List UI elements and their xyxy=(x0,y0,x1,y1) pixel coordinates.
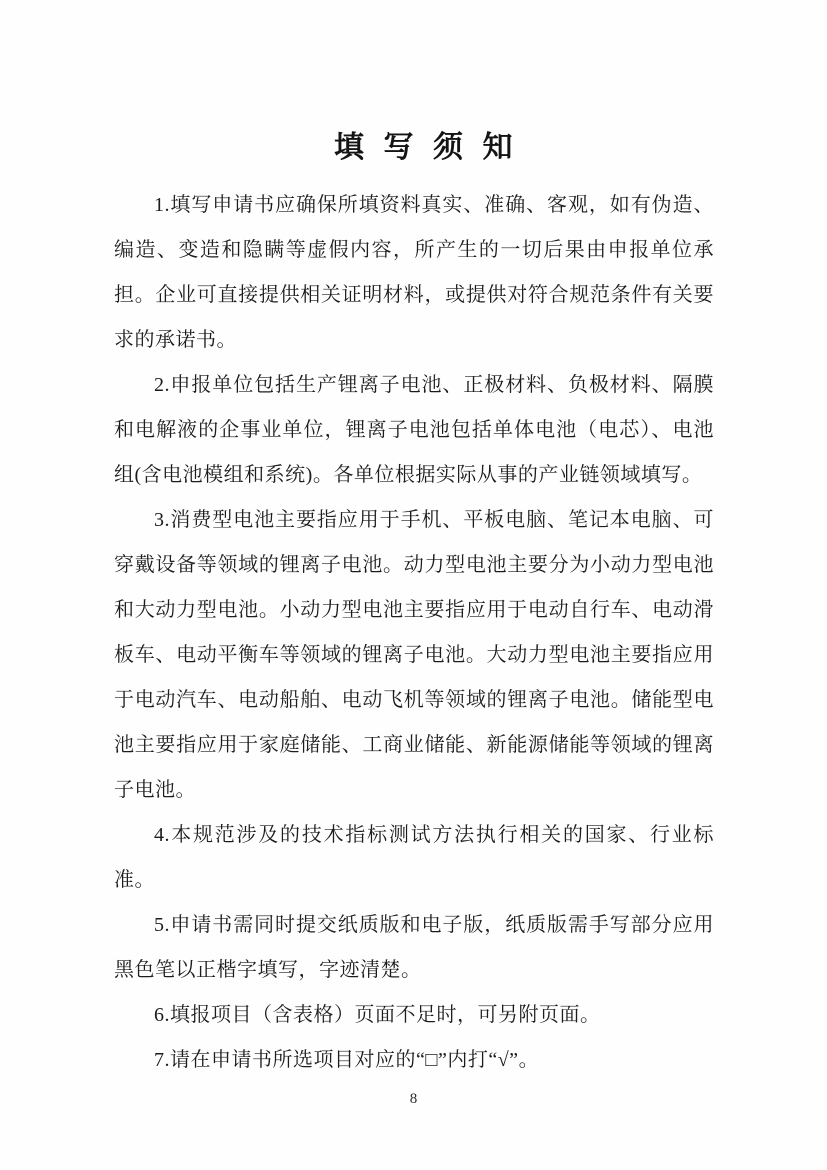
instruction-paragraph-7: 7.请在申请书所选项目对应的“□”内打“√”。 xyxy=(154,1049,540,1071)
page-title: 填写须知 xyxy=(334,131,532,164)
instruction-paragraph-6: 6.填报项目（含表格）页面不足时，可另附页面。 xyxy=(154,1004,601,1026)
instruction-paragraph-3: 3.消费型电池主要指应用于手机、平板电脑、笔记本电脑、可穿戴设备等领域的锂离子电池。动力型电池主要分为小动力型电池和大动力型电池。小动力型电池主要指应用于电动自行车、电动滑板车、电动平衡车等领域的锂离子电池。大动力型电池主要指应用于电动汽车、电动船舶、电动飞机等领域的锂离子电池。储能型电池主要指应用于家庭储能、工商业储能、新能源储能等领域的锂离子电池。 xyxy=(114,509,714,801)
instruction-paragraph-1: 1.填写申请书应确保所填资料真实、准确、客观，如有伪造、编造、变造和隐瞒等虚假内容，所产生的一切后果由申报单位承担。企业可直接提供相关证明材料，或提供对符合规范条件有关要求的承诺书。 xyxy=(114,194,714,351)
instruction-paragraph-2: 2.申报单位包括生产锂离子电池、正极材料、负极材料、隔膜和电解液的企事业单位，锂离子电池包括单体电池（电芯）、电池组(含电池模组和系统)。各单位根据实际从事的产业链领域填写。 xyxy=(114,374,714,486)
instruction-paragraph-5: 5.申请书需同时提交纸质版和电子版，纸质版需手写部分应用黑色笔以正楷字填写，字迹清楚。 xyxy=(114,914,714,981)
instructions-body xyxy=(114,183,714,1083)
instruction-paragraph-4: 4.本规范涉及的技术指标测试方法执行相关的国家、行业标准。 xyxy=(114,824,714,891)
page-number: 8 xyxy=(409,1091,418,1107)
